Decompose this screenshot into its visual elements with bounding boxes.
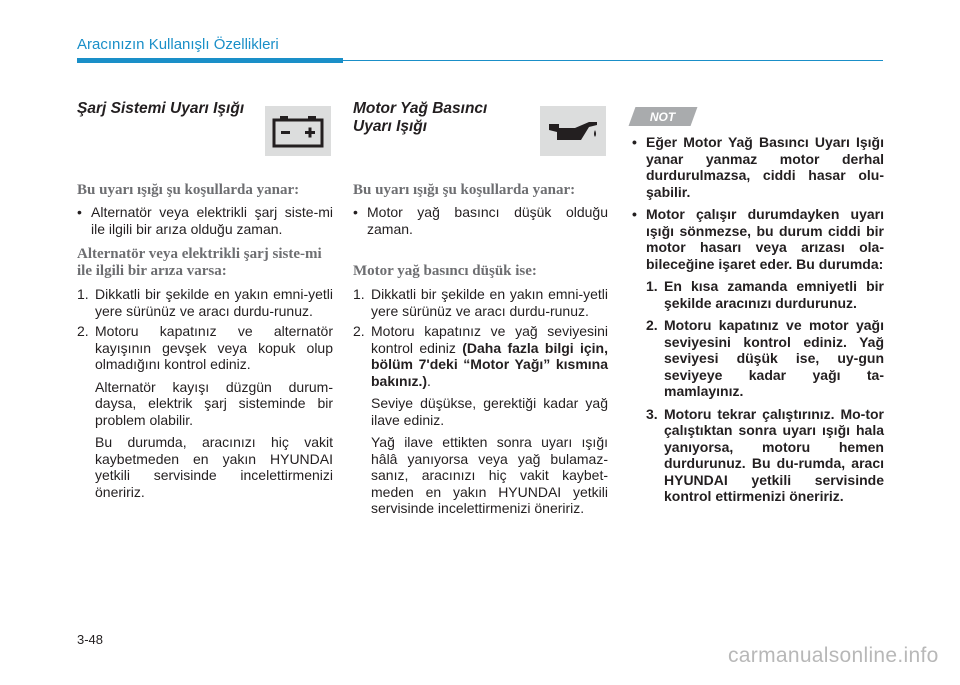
paragraph: Yağ ilave ettikten sonra uyarı ışığı hâlâ yanıyorsa veya yağ bulamaz-sanız, aracınızı hiç vakit kaybet-meden en yakın HYUNDAI yetkili servisinde incelettirmenizi öneririz. [371,434,608,516]
column-oil-pressure [353,100,608,517]
column-charging-system [77,100,333,500]
step-item: 2. Motoru kapatınız ve yağ seviyesini kontrol ediniz (Daha fazla bilgi için, bölüm 7'deki “Motor Yağı” kısmına bakınız.). [353,323,609,389]
header-rule-thick [77,58,343,63]
note-step: 2. Motoru kapatınız ve motor yağı seviyesini kontrol ediniz. Yağ seviyesi düşük ise, uy-gun seviyeye kadar yağı ta-mamlayınız. [646,317,884,399]
step-item: 1. Dikkatli bir şekilde en yakın emni-yetli yere sürünüz ve aracı durdu-runuz. [77,286,333,319]
step-item: 1. Dikkatli bir şekilde en yakın emni-yetli yere sürünüz ve aracı durdu-runuz. [353,286,608,319]
heading-charging-warning: Şarj Sistemi Uyarı Işığı [77,100,245,117]
heading-oil-line1: Motor Yağ Basıncı [353,100,488,117]
heading-oil-line2: Uyarı Işığı [353,118,428,135]
subhead-text: Alternatör veya elektrikli şarj siste-mi ile ilgili bir arıza varsa: [77,246,322,279]
lead-text: Bu uyarı ışığı şu koşullarda yanar: [77,182,300,198]
page-number: 3-48 [77,632,104,647]
bullet-item: • Motor yağ basıncı düşük olduğu zaman. [353,204,608,237]
header-rule-thin [343,60,883,61]
note-box [632,134,884,505]
note-badge: NOT [629,107,698,126]
step-item: 2. Motoru kapatınız ve alternatör kayışının gevşek veya kopuk olup olmadığını kontrol ediniz. [77,323,333,372]
note-bullet: • Eğer Motor Yağ Basıncı Uyarı Işığı yanar yanmaz motor derhal durdurulmazsa, ciddi hasar olu-şabilir. [632,134,884,200]
paragraph: Bu durumda, aracınızı hiç vakit kaybetmeden en yakın HYUNDAI yetkili servisinde incelettirmenizi öneririz. [95,434,333,500]
bullet-item: • Alternatör veya elektrikli şarj siste-mi ile ilgili bir arıza olduğu zaman. [77,204,333,237]
note-step: 1. En kısa zamanda emniyetli bir şekilde aracınızı durdurunuz. [646,278,884,311]
note-step: 3. Motoru tekrar çalıştırınız. Mo-tor çalıştıktan sonra uyarı ışığı hala yanıyorsa, motoru hemen durdurunuz. Bu du-rumda, aracı HYUNDAI yetkili servisinde kontrol ettirmenizi öneririz. [646,405,884,504]
subhead-text: Motor yağ basıncı düşük ise: [353,263,537,279]
lead-text: Bu uyarı ışığı şu koşullarda yanar: [353,182,576,198]
paragraph: Seviye düşükse, gerektiği kadar yağ ilave ediniz. [371,395,608,428]
note-bullet: • Motor çalışır durumdayken uyarı ışığı sönmezse, bu durum ciddi bir motor hasarı veya arızası ola-bileceğine işaret eder. Bu durumda: [632,206,884,272]
paragraph: Alternatör kayışı düzgün durum-daysa, elektrik şarj sisteminde bir problem olabilir. [95,378,333,428]
watermark: carmanualsonline.info [728,644,939,667]
section-title: Aracınızın Kullanışlı Özellikleri [77,36,279,53]
